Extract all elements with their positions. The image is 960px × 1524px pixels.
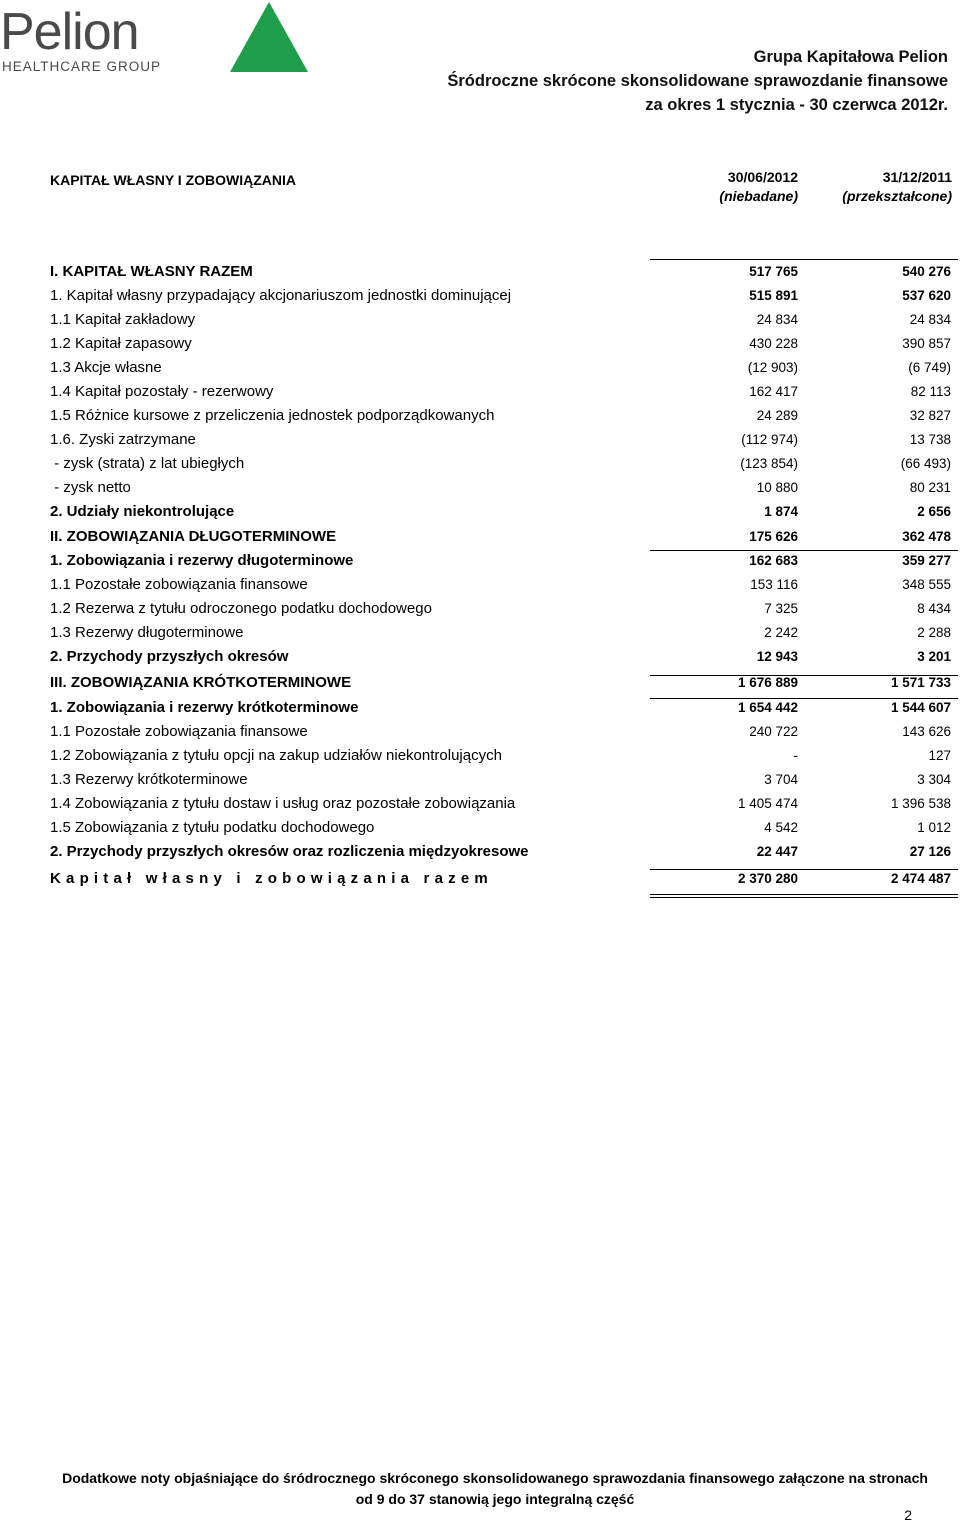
row-label: 1.2 Rezerwa z tytułu odroczonego podatku dochodowego xyxy=(50,600,432,617)
pelion-logo xyxy=(0,0,320,80)
table-row xyxy=(50,500,958,524)
column-header-2012 xyxy=(638,168,798,206)
triangle-logo-icon xyxy=(228,0,310,74)
value-2012: 153 116 xyxy=(750,577,798,592)
rule-total-double-2 xyxy=(650,897,958,898)
value-2011: 80 231 xyxy=(909,480,951,495)
value-2011: 8 434 xyxy=(917,601,951,616)
value-2011: 27 126 xyxy=(909,844,951,859)
table-row xyxy=(50,573,958,597)
value-2012: 3 704 xyxy=(764,772,798,787)
table-row xyxy=(50,696,958,720)
row-label: 1.3 Rezerwy krótkoterminowe xyxy=(50,771,248,788)
header-company: Grupa Kapitałowa Pelion xyxy=(753,48,948,66)
value-2012: 1 874 xyxy=(764,504,798,519)
row-label: Kapitał własny i zobowiązania razem xyxy=(50,870,493,887)
table-row xyxy=(50,284,958,308)
value-2012: 7 325 xyxy=(764,601,798,616)
table-row xyxy=(50,549,958,573)
value-2011: 32 827 xyxy=(909,408,951,423)
table-row xyxy=(50,840,958,864)
table-row xyxy=(50,356,958,380)
value-2012: 22 447 xyxy=(756,844,798,859)
footer-line: Dodatkowe noty objaśniające do śródrocznego skróconego skonsolidowanego sprawozdania finansowego załączone na stronach xyxy=(62,1470,928,1486)
value-2012: 1 676 889 xyxy=(737,675,798,690)
value-2011: 1 012 xyxy=(917,820,951,835)
value-2011: 540 276 xyxy=(902,264,951,279)
row-label: 1.4 Zobowiązania z tytułu dostaw i usług oraz pozostałe zobowiązania xyxy=(50,795,516,812)
row-label: 2. Przychody przyszłych okresów xyxy=(50,648,289,665)
column-note: (przekształcone) xyxy=(842,188,952,204)
table-row xyxy=(50,645,958,669)
row-label: I. KAPITAŁ WŁASNY RAZEM xyxy=(50,263,253,280)
table-row xyxy=(50,621,958,645)
table-row xyxy=(50,792,958,816)
value-2012: 4 542 xyxy=(764,820,798,835)
value-2011: 82 113 xyxy=(910,384,951,399)
row-label: III. ZOBOWIĄZANIA KRÓTKOTERMINOWE xyxy=(50,674,352,691)
value-2011: 2 474 487 xyxy=(890,871,951,886)
value-2011: 24 834 xyxy=(909,312,951,327)
value-2012: - xyxy=(793,748,798,763)
table-row xyxy=(50,768,958,792)
table-row xyxy=(50,597,958,621)
value-2012: 2 370 280 xyxy=(737,871,798,886)
row-label: 1.4 Kapitał pozostały - rezerwowy xyxy=(50,383,274,400)
value-2011: 362 478 xyxy=(902,529,951,544)
row-label: 1. Zobowiązania i rezerwy krótkoterminowe xyxy=(50,699,359,716)
value-2011: 348 555 xyxy=(902,577,951,592)
row-label: 1.3 Akcje własne xyxy=(50,359,162,376)
row-label: 1.5 Zobowiązania z tytułu podatku dochodowego xyxy=(50,819,375,836)
value-2011: 1 571 733 xyxy=(890,675,951,690)
row-label: - zysk (strata) z lat ubiegłych xyxy=(50,455,245,472)
table-row xyxy=(50,671,958,695)
header-period: za okres 1 stycznia - 30 czerwca 2012r. xyxy=(645,96,948,114)
row-label: 1. Kapitał własny przypadający akcjonariuszom jednostki dominującej xyxy=(50,287,512,304)
table-row xyxy=(50,452,958,476)
table-row xyxy=(50,744,958,768)
value-2012: 1 405 474 xyxy=(737,796,798,811)
table-row xyxy=(50,525,958,549)
value-2011: 143 626 xyxy=(902,724,951,739)
row-label: 2. Przychody przyszłych okresów oraz rozliczenia międzyokresowe xyxy=(50,843,529,860)
value-2012: (112 974) xyxy=(741,432,798,447)
table-row xyxy=(50,476,958,500)
value-2012: (12 903) xyxy=(747,360,798,375)
row-label: 1.2 Zobowiązania z tytułu opcji na zakup udziałów niekontrolujących xyxy=(50,747,502,764)
value-2012: 2 242 xyxy=(764,625,798,640)
table-row xyxy=(50,380,958,404)
value-2012: 1 654 442 xyxy=(737,700,798,715)
table-row xyxy=(50,720,958,744)
value-2012: 10 880 xyxy=(756,480,798,495)
value-2012: 162 417 xyxy=(749,384,798,399)
value-2012: 430 228 xyxy=(749,336,798,351)
footer-line: od 9 do 37 stanowią jego integralną część xyxy=(355,1491,635,1507)
value-2011: (6 749) xyxy=(908,360,951,375)
value-2012: 162 683 xyxy=(749,553,798,568)
value-2011: 13 738 xyxy=(909,432,951,447)
row-label: 1.1 Pozostałe zobowiązania finansowe xyxy=(50,723,308,740)
row-label: 1.5 Różnice kursowe z przeliczenia jednostek podporządkowanych xyxy=(50,407,495,424)
value-2011: 1 396 538 xyxy=(890,796,951,811)
balance-sheet-table xyxy=(50,260,958,894)
column-note: (niebadane) xyxy=(719,188,798,204)
row-label: 1.1 Pozostałe zobowiązania finansowe xyxy=(50,576,308,593)
row-label: 1.6. Zyski zatrzymane xyxy=(50,431,196,448)
table-row xyxy=(50,332,958,356)
value-2011: 537 620 xyxy=(902,288,951,303)
table-row xyxy=(50,816,958,840)
value-2012: (123 854) xyxy=(740,456,798,471)
value-2012: 24 289 xyxy=(756,408,798,423)
table-row xyxy=(50,308,958,332)
row-label: II. ZOBOWIĄZANIA DŁUGOTERMINOWE xyxy=(50,528,337,545)
footer-note xyxy=(0,1468,960,1510)
value-2011: 1 544 607 xyxy=(890,700,951,715)
logo-name: Pelion xyxy=(0,3,139,61)
logo-subtitle: HEALTHCARE GROUP xyxy=(2,59,162,74)
report-header xyxy=(447,45,948,117)
section-title: KAPITAŁ WŁASNY I ZOBOWIĄZANIA xyxy=(50,172,297,188)
column-header-2011 xyxy=(792,168,952,206)
value-2011: 2 288 xyxy=(917,625,951,640)
rule-total-double-1 xyxy=(650,894,958,895)
value-2011: 3 201 xyxy=(917,649,951,664)
row-label: - zysk netto xyxy=(50,479,131,496)
value-2012: 517 765 xyxy=(749,264,798,279)
table-row xyxy=(50,404,958,428)
row-label: 1. Zobowiązania i rezerwy długoterminowe xyxy=(50,552,354,569)
row-label: 1.3 Rezerwy długoterminowe xyxy=(50,624,244,641)
value-2011: 2 656 xyxy=(917,504,951,519)
value-2011: 3 304 xyxy=(917,772,951,787)
column-date: 30/06/2012 xyxy=(727,169,798,185)
row-label: 1.2 Kapitał zapasowy xyxy=(50,335,192,352)
value-2011: 359 277 xyxy=(902,553,951,568)
header-statement: Śródroczne skrócone skonsolidowane sprawozdanie finansowe xyxy=(447,72,948,90)
value-2011: 127 xyxy=(928,748,951,763)
page-number: 2 xyxy=(904,1507,912,1523)
value-2012: 24 834 xyxy=(756,312,798,327)
row-label: 2. Udziały niekontrolujące xyxy=(50,503,235,520)
row-label: 1.1 Kapitał zakładowy xyxy=(50,311,196,328)
value-2011: (66 493) xyxy=(900,456,951,471)
value-2012: 240 722 xyxy=(749,724,798,739)
column-date: 31/12/2011 xyxy=(882,169,952,185)
value-2012: 175 626 xyxy=(749,529,798,544)
total-row xyxy=(50,864,958,894)
value-2012: 12 943 xyxy=(756,649,798,664)
table-row xyxy=(50,260,958,284)
value-2012: 515 891 xyxy=(749,288,798,303)
value-2011: 390 857 xyxy=(902,336,951,351)
table-row xyxy=(50,428,958,452)
